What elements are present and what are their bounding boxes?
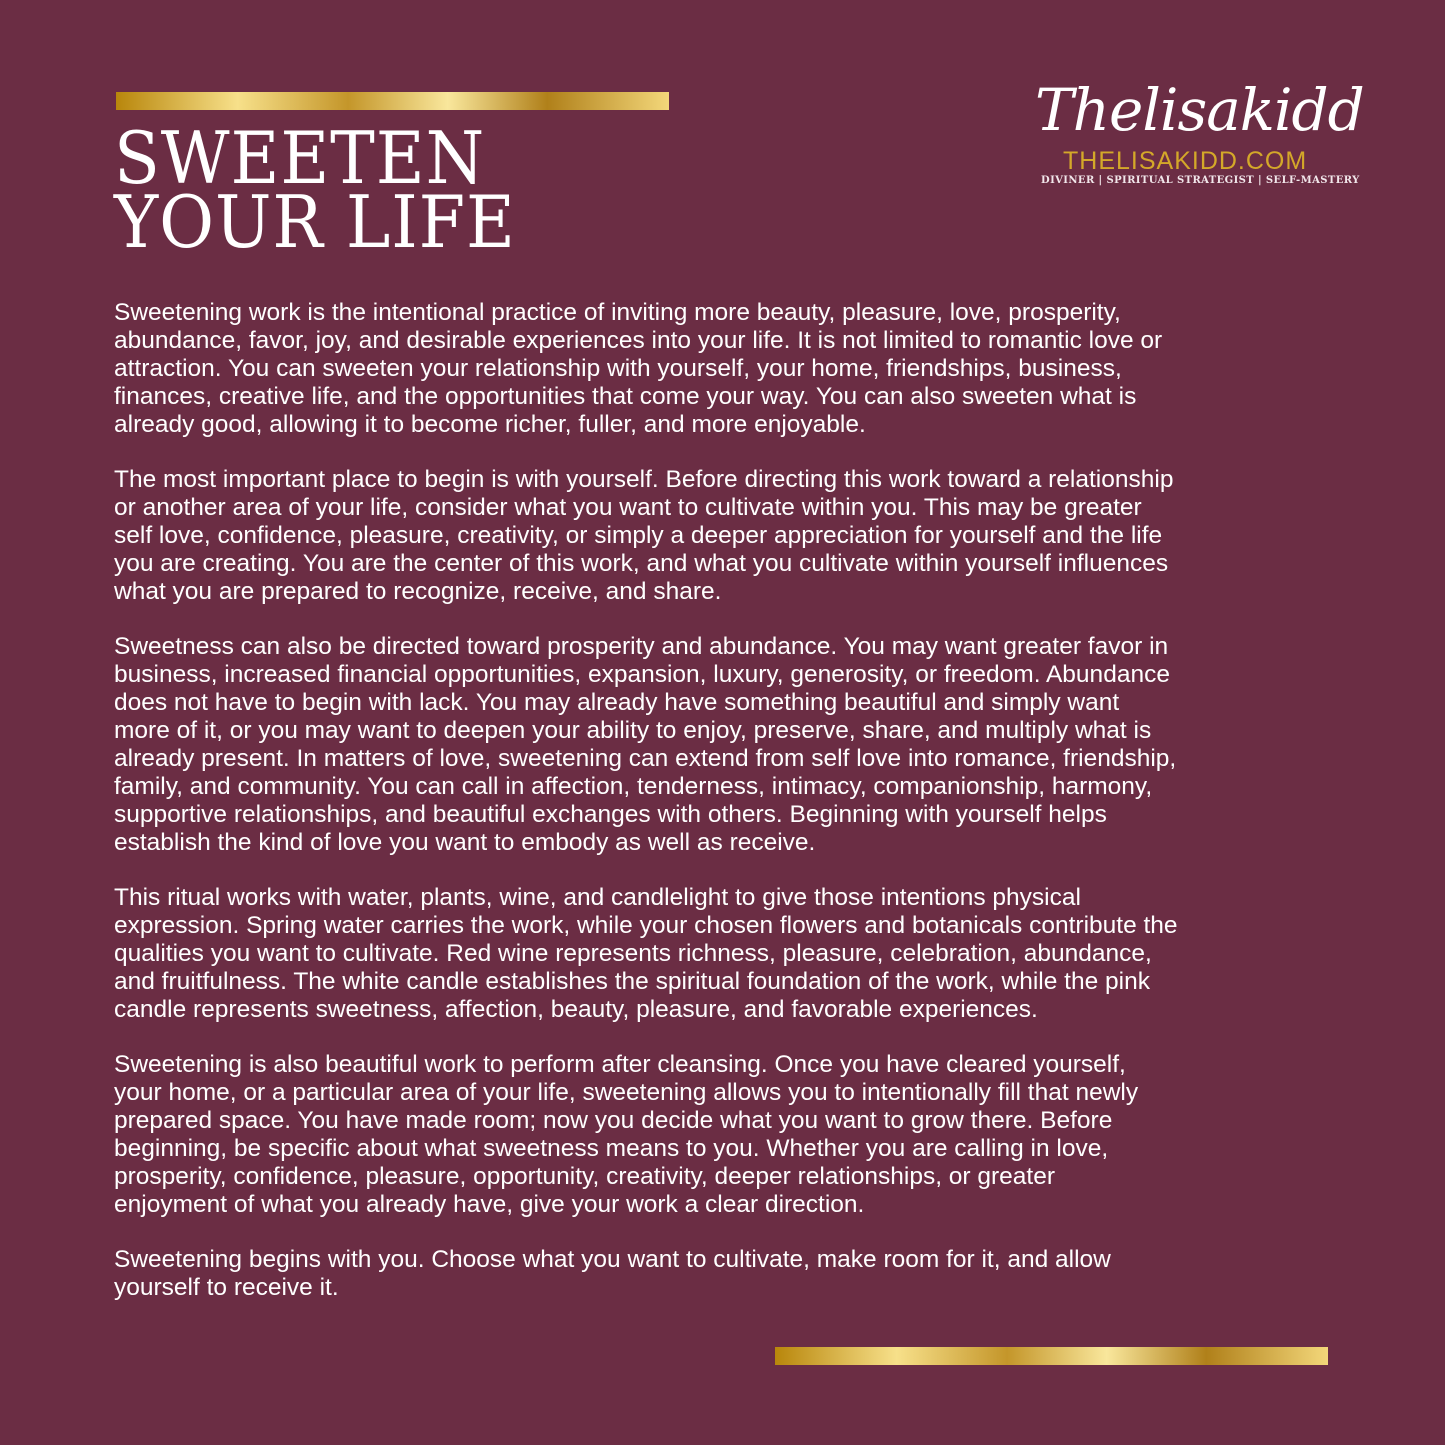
paragraph-line: supportive relationships, and beautiful exchanges with others. Beginning with yourself helps [114, 801, 1107, 828]
logo-tagline: DIVINER | SPIRITUAL STRATEGIST | SELF-MASTERY [1041, 175, 1360, 186]
paragraph-line: This ritual works with water, plants, wine, and candlelight to give those intentions physical [114, 884, 1081, 911]
paragraph-line: abundance, favor, joy, and desirable experiences into your life. It is not limited to romantic love or [114, 327, 1163, 354]
paragraph-line: your home, or a particular area of your life, sweetening allows you to intentionally fill that newly [114, 1079, 1139, 1106]
paragraph-line: Sweetening work is the intentional practice of inviting more beauty, pleasure, love, prosperity, [114, 299, 1121, 326]
title-line-1: SWEETEN [114, 116, 486, 200]
gold-divider-bottom [775, 1347, 1328, 1365]
paragraph-line: already good, allowing it to become richer, fuller, and more enjoyable. [114, 411, 866, 438]
paragraph-line: The most important place to begin is with yourself. Before directing this work toward a relationship [114, 466, 1174, 493]
paragraph-line: finances, creative life, and the opportunities that come your way. You can also sweeten what is [114, 383, 1137, 410]
paragraph-line: you are creating. You are the center of this work, and what you cultivate within yourself influences [114, 550, 1169, 577]
body-paragraph [114, 1246, 1339, 1302]
body-paragraph [114, 633, 1339, 857]
paragraph-line: beginning, be specific about what sweetness means to you. Whether you are calling in love, [114, 1135, 1109, 1162]
paragraph-line: family, and community. You can call in affection, tenderness, intimacy, companionship, harmony, [114, 773, 1153, 800]
paragraph-line: enjoyment of what you already have, give your work a clear direction. [114, 1191, 865, 1218]
body-paragraph [114, 299, 1339, 439]
body-text [114, 299, 1339, 1329]
paragraph-line: or another area of your life, consider what you want to cultivate within you. This may be greater [114, 494, 1142, 521]
paragraph-line: what you are prepared to recognize, receive, and share. [114, 578, 722, 605]
body-paragraph [114, 884, 1339, 1024]
body-paragraph [114, 466, 1339, 606]
body-paragraph [114, 1051, 1339, 1219]
paragraph-line: establish the kind of love you want to embody as well as receive. [114, 829, 816, 856]
paragraph-line: already present. In matters of love, sweetening can extend from self love into romance, friendship, [114, 745, 1177, 772]
paragraph-line: expression. Spring water carries the work, while your chosen flowers and botanicals contribute the [114, 912, 1178, 939]
paragraph-line: prosperity, confidence, pleasure, opportunity, creativity, deeper relationships, or greater [114, 1163, 1056, 1190]
gold-divider-top [116, 92, 669, 110]
paragraph-line: business, increased financial opportunities, expansion, luxury, generosity, or freedom. Abundance [114, 661, 1170, 688]
paragraph-line: qualities you want to cultivate. Red wine represents richness, pleasure, celebration, abundance, [114, 940, 1152, 967]
brand-logo [1035, 62, 1364, 192]
paragraph-line: does not have to begin with lack. You may already have something beautiful and simply want [114, 689, 1120, 716]
title-line-2: YOUR LIFE [114, 180, 516, 264]
logo-url: THELISAKIDD.COM [1063, 147, 1308, 175]
paragraph-line: Sweetening is also beautiful work to perform after cleansing. Once you have cleared yourself, [114, 1051, 1126, 1078]
paragraph-line: prepared space. You have made room; now you decide what you want to grow there. Before [114, 1107, 1113, 1134]
logo-signature: Thelisakidd [1035, 76, 1364, 144]
paragraph-line: and fruitfulness. The white candle establishes the spiritual foundation of the work, while the pink [114, 968, 1150, 995]
paragraph-line: candle represents sweetness, affection, beauty, pleasure, and favorable experiences. [114, 996, 1038, 1023]
paragraph-line: more of it, or you may want to deepen your ability to enjoy, preserve, share, and multiply what is [114, 717, 1152, 744]
paragraph-line: Sweetening begins with you. Choose what you want to cultivate, make room for it, and allow [114, 1246, 1111, 1273]
paragraph-line: Sweetness can also be directed toward prosperity and abundance. You may want greater favor in [114, 633, 1169, 660]
paragraph-line: self love, confidence, pleasure, creativity, or simply a deeper appreciation for yourself and the life [114, 522, 1163, 549]
page-title [114, 116, 516, 264]
paragraph-line: yourself to receive it. [114, 1274, 339, 1301]
paragraph-line: attraction. You can sweeten your relationship with yourself, your home, friendships, business, [114, 355, 1122, 382]
